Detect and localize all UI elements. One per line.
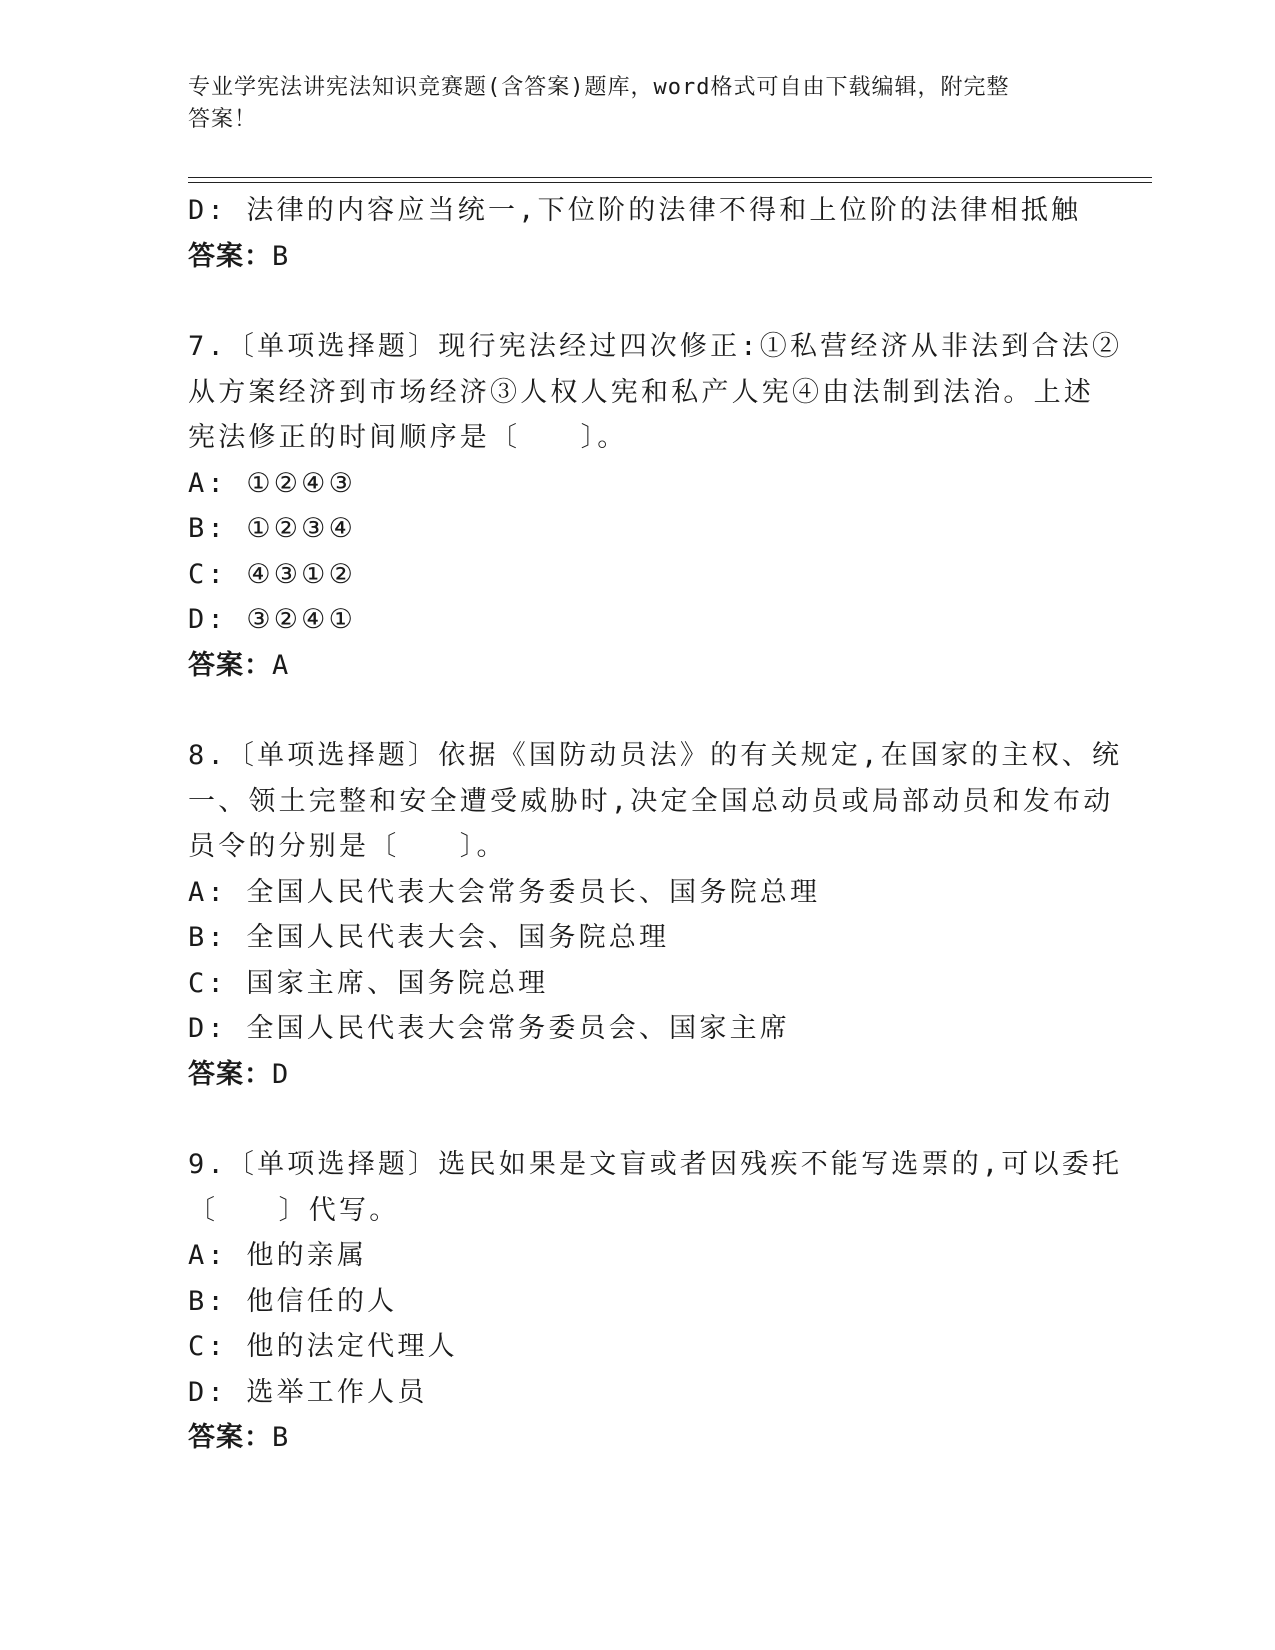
answer-label: 答案： <box>188 649 272 681</box>
page-header <box>188 72 1068 136</box>
question-stem-line: 7.〔单项选择题〕现行宪法经过四次修正:①私营经济从非法到合法② <box>188 331 1123 362</box>
question-stem-line: 8.〔单项选择题〕依据《国防动员法》的有关规定,在国家的主权、统 <box>188 740 1123 771</box>
option-c: C: 他的法定代理人 <box>188 1331 458 1362</box>
question-6-fragment <box>188 188 1088 279</box>
question-stem-line: 从方案经济到市场经济③人权人宪和私产人宪④由法制到法治。上述 <box>188 376 1094 408</box>
option-c: C: ④③①② <box>188 558 356 590</box>
option-b: B: 他信任的人 <box>188 1285 398 1317</box>
question-stem-line: 〔 〕代写。 <box>188 1194 400 1226</box>
spacer <box>188 279 1088 324</box>
answer-label: 答案： <box>188 240 272 272</box>
header-line-2: 答案！ <box>188 107 258 132</box>
option-d: D: 全国人民代表大会常务委员会、国家主席 <box>188 1013 790 1044</box>
question-8 <box>188 733 1123 1097</box>
answer-value: A <box>272 649 290 681</box>
option-d: D: 选举工作人员 <box>188 1376 428 1408</box>
question-stem-line: 9.〔单项选择题〕选民如果是文盲或者因残疾不能写选票的,可以委托 <box>188 1149 1123 1180</box>
question-9 <box>188 1142 1123 1461</box>
answer-label: 答案： <box>188 1422 272 1453</box>
spacer <box>188 688 1088 733</box>
option-b: B: 全国人民代表大会、国务院总理 <box>188 922 670 953</box>
answer-line <box>188 234 1088 280</box>
option-c: C: 国家主席、国务院总理 <box>188 967 549 999</box>
answer-line <box>188 1052 1088 1098</box>
answer-value: B <box>272 240 290 272</box>
answer-label: 答案： <box>188 1058 272 1090</box>
spacer <box>188 1097 1088 1142</box>
option-a: A: ①②④③ <box>188 467 356 499</box>
header-divider-bottom <box>188 182 1152 183</box>
option-a: A: 全国人民代表大会常务委员长、国务院总理 <box>188 876 821 908</box>
question-stem-line: 员令的分别是〔 〕。 <box>188 831 507 862</box>
option-d: D: ③②④① <box>188 604 356 635</box>
header-line-1: 专业学宪法讲宪法知识竞赛题(含答案)题库，word格式可自由下载编辑，附完整 <box>188 75 1010 100</box>
option-d: D: 法律的内容应当统一,下位阶的法律不得和上位阶的法律相抵触 <box>188 195 1082 226</box>
question-stem-line: 宪法修正的时间顺序是〔 〕。 <box>188 422 628 453</box>
question-7 <box>188 324 1123 688</box>
option-b: B: ①②③④ <box>188 513 356 544</box>
answer-value: B <box>272 1422 290 1453</box>
document-body <box>188 188 1123 1461</box>
answer-line <box>188 643 1088 689</box>
header-divider-top <box>188 177 1152 178</box>
answer-value: D <box>272 1058 290 1090</box>
question-stem-line: 一、领土完整和安全遭受威胁时,决定全国总动员或局部动员和发布动 <box>188 785 1114 817</box>
option-a: A: 他的亲属 <box>188 1240 368 1271</box>
answer-line <box>188 1415 1088 1461</box>
